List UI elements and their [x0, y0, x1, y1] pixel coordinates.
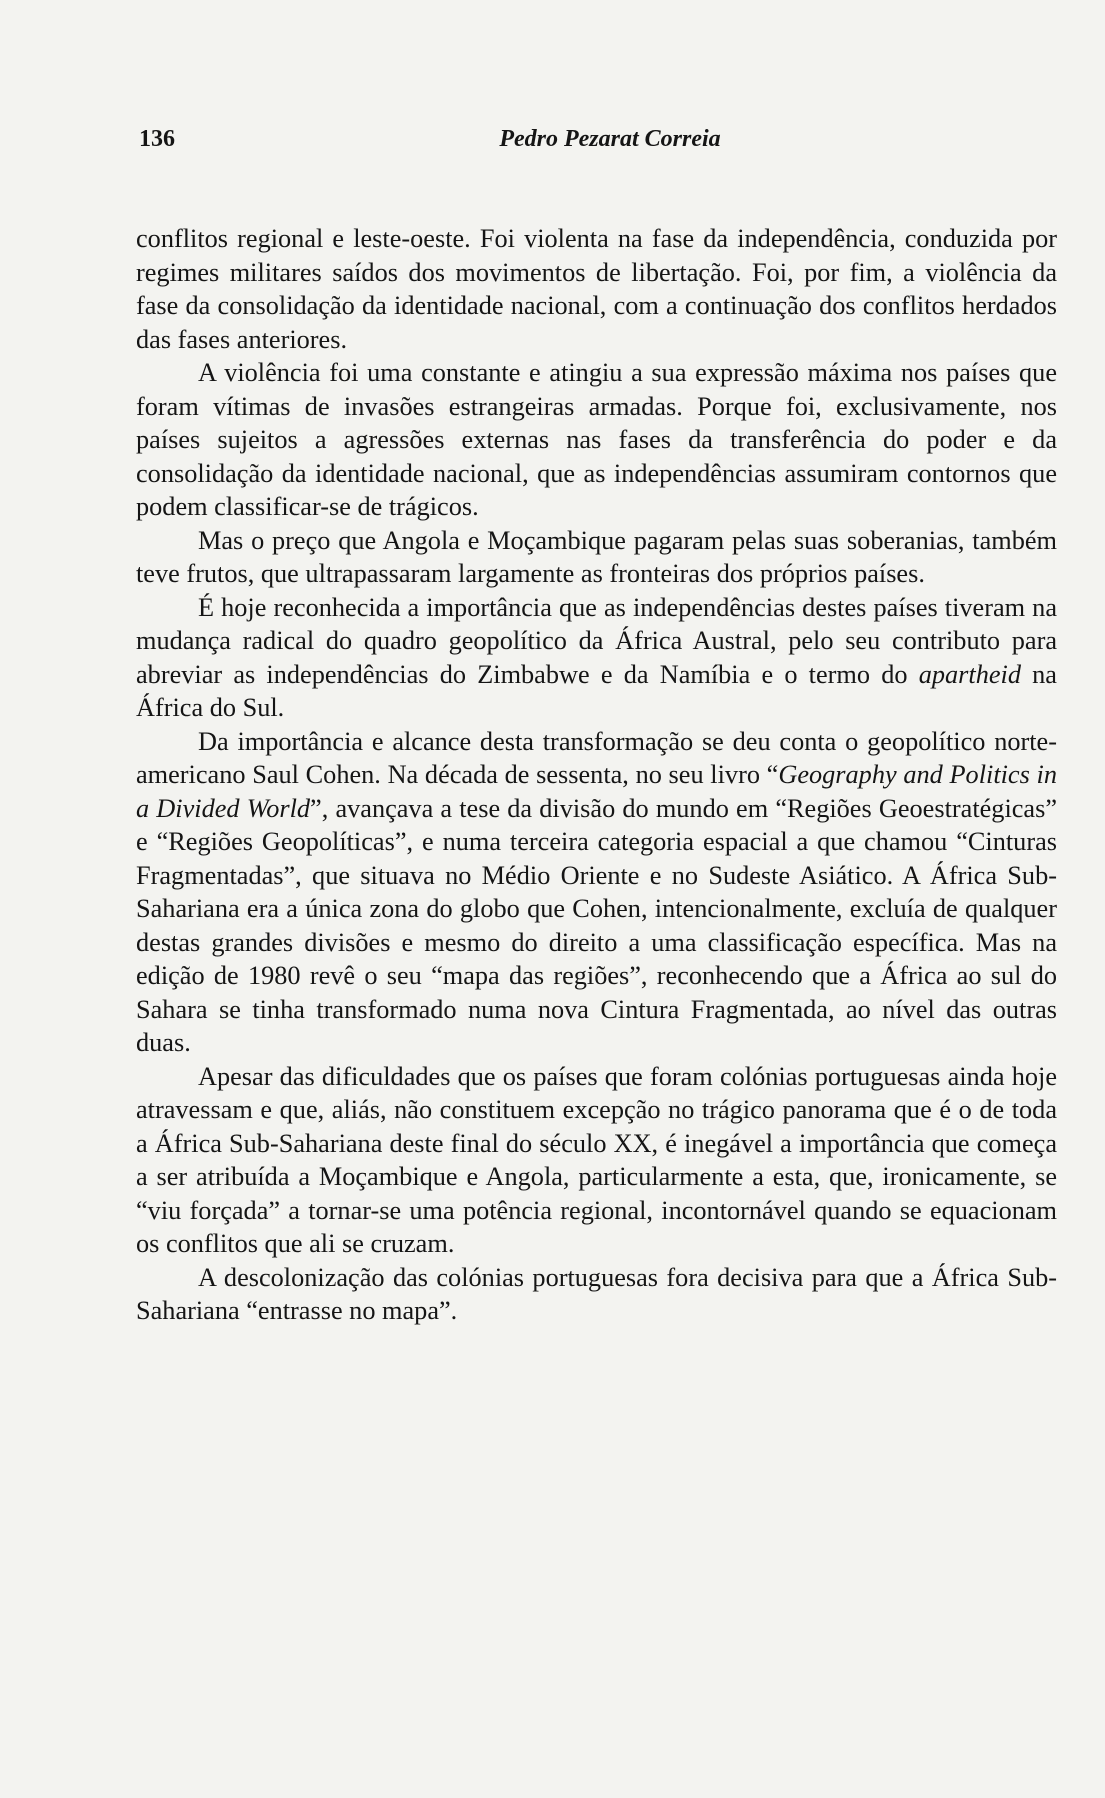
paragraph-3: Mas o preço que Angola e Moçambique pagaram pelas suas soberanias, também teve frutos, que ultrapassaram largamente as fronteiras dos próprios países. — [136, 525, 1057, 588]
paragraph-7: A descolonização das colónias portuguesas fora decisiva para que a África Sub-Sahariana “entrasse no mapa”. — [136, 1262, 1057, 1325]
paragraph-5-italic: Geography and Politics in a Divided World — [136, 760, 1057, 823]
paragraph-4-text-before: É hoje reconhecida a importância que as independências destes países tiveram na mudança radical do quadro geopolítico da África Austral, pelo seu contributo para abreviar as independências do Zimbabwe e da Namíbia e o termo do — [136, 592, 1057, 689]
paragraph-4-italic: apartheid — [918, 659, 1021, 689]
paragraph-5-text-after: ”, avançava a tese da divisão do mundo em “Regiões Geoestratégicas” e “Regiões Geopolíticas”, e numa terceira categoria espacial a que chamou “Cinturas Fragmentadas”, que situava no Médio Oriente e no Sudeste Asiático. A África Sub-Sahariana era a única zona do globo que Cohen, intencionalmente, excluía de qualquer destas grandes divisões e mesmo do direito a uma classificação específica. Mas na edição de 1980 revê o seu “mapa das regiões”, reconhecendo que a África ao sul do Sahara se tinha transformado numa nova Cintura Fragmentada, ao nível das outras duas. — [136, 793, 1057, 1057]
paragraph-4-text-after: na África do Sul. — [136, 659, 1057, 722]
page-header — [139, 126, 1061, 162]
paragraph-6: Apesar das dificuldades que os países que foram colónias portuguesas ainda hoje atravessam e que, aliás, não constituem excepção no trágico panorama que é o de toda a África Sub-Sahariana deste final do século XX, é inegável a importância que começa a ser atribuída a Moçambique e Angola, particularmente a esta, que, ironicamente, se “viu forçada” a tornar-se uma potência regional, incontornável quando se equacionam os conflitos que ali se cruzam. — [136, 1061, 1057, 1258]
running-head: Pedro Pezarat Correia — [499, 126, 721, 152]
paragraph-2: A violência foi uma constante e atingiu a sua expressão máxima nos países que foram vítimas de invasões estrangeiras armadas. Porque foi, exclusivamente, nos países sujeitos a agressões externas nas fases da transferência do poder e da consolidação da identidade nacional, que as independências assumiram contornos que podem classificar-se de trágicos. — [136, 358, 1057, 521]
page-number: 136 — [139, 126, 175, 152]
paragraph-1: conflitos regional e leste-oeste. Foi violenta na fase da independência, conduzida por regimes militares saídos dos movimentos de libertação. Foi, por fim, a violência da fase da consolidação da identidade nacional, com a continuação dos conflitos herdados das fases anteriores. — [136, 224, 1057, 354]
body-text — [136, 222, 1057, 1328]
paragraph-5-text-before: Da importância e alcance desta transformação se deu conta o geopolítico norte-americano Saul Cohen. Na década de sessenta, no seu livro “ — [136, 726, 1057, 789]
paragraph-4 — [136, 591, 1057, 725]
paragraph-5 — [136, 725, 1057, 1060]
